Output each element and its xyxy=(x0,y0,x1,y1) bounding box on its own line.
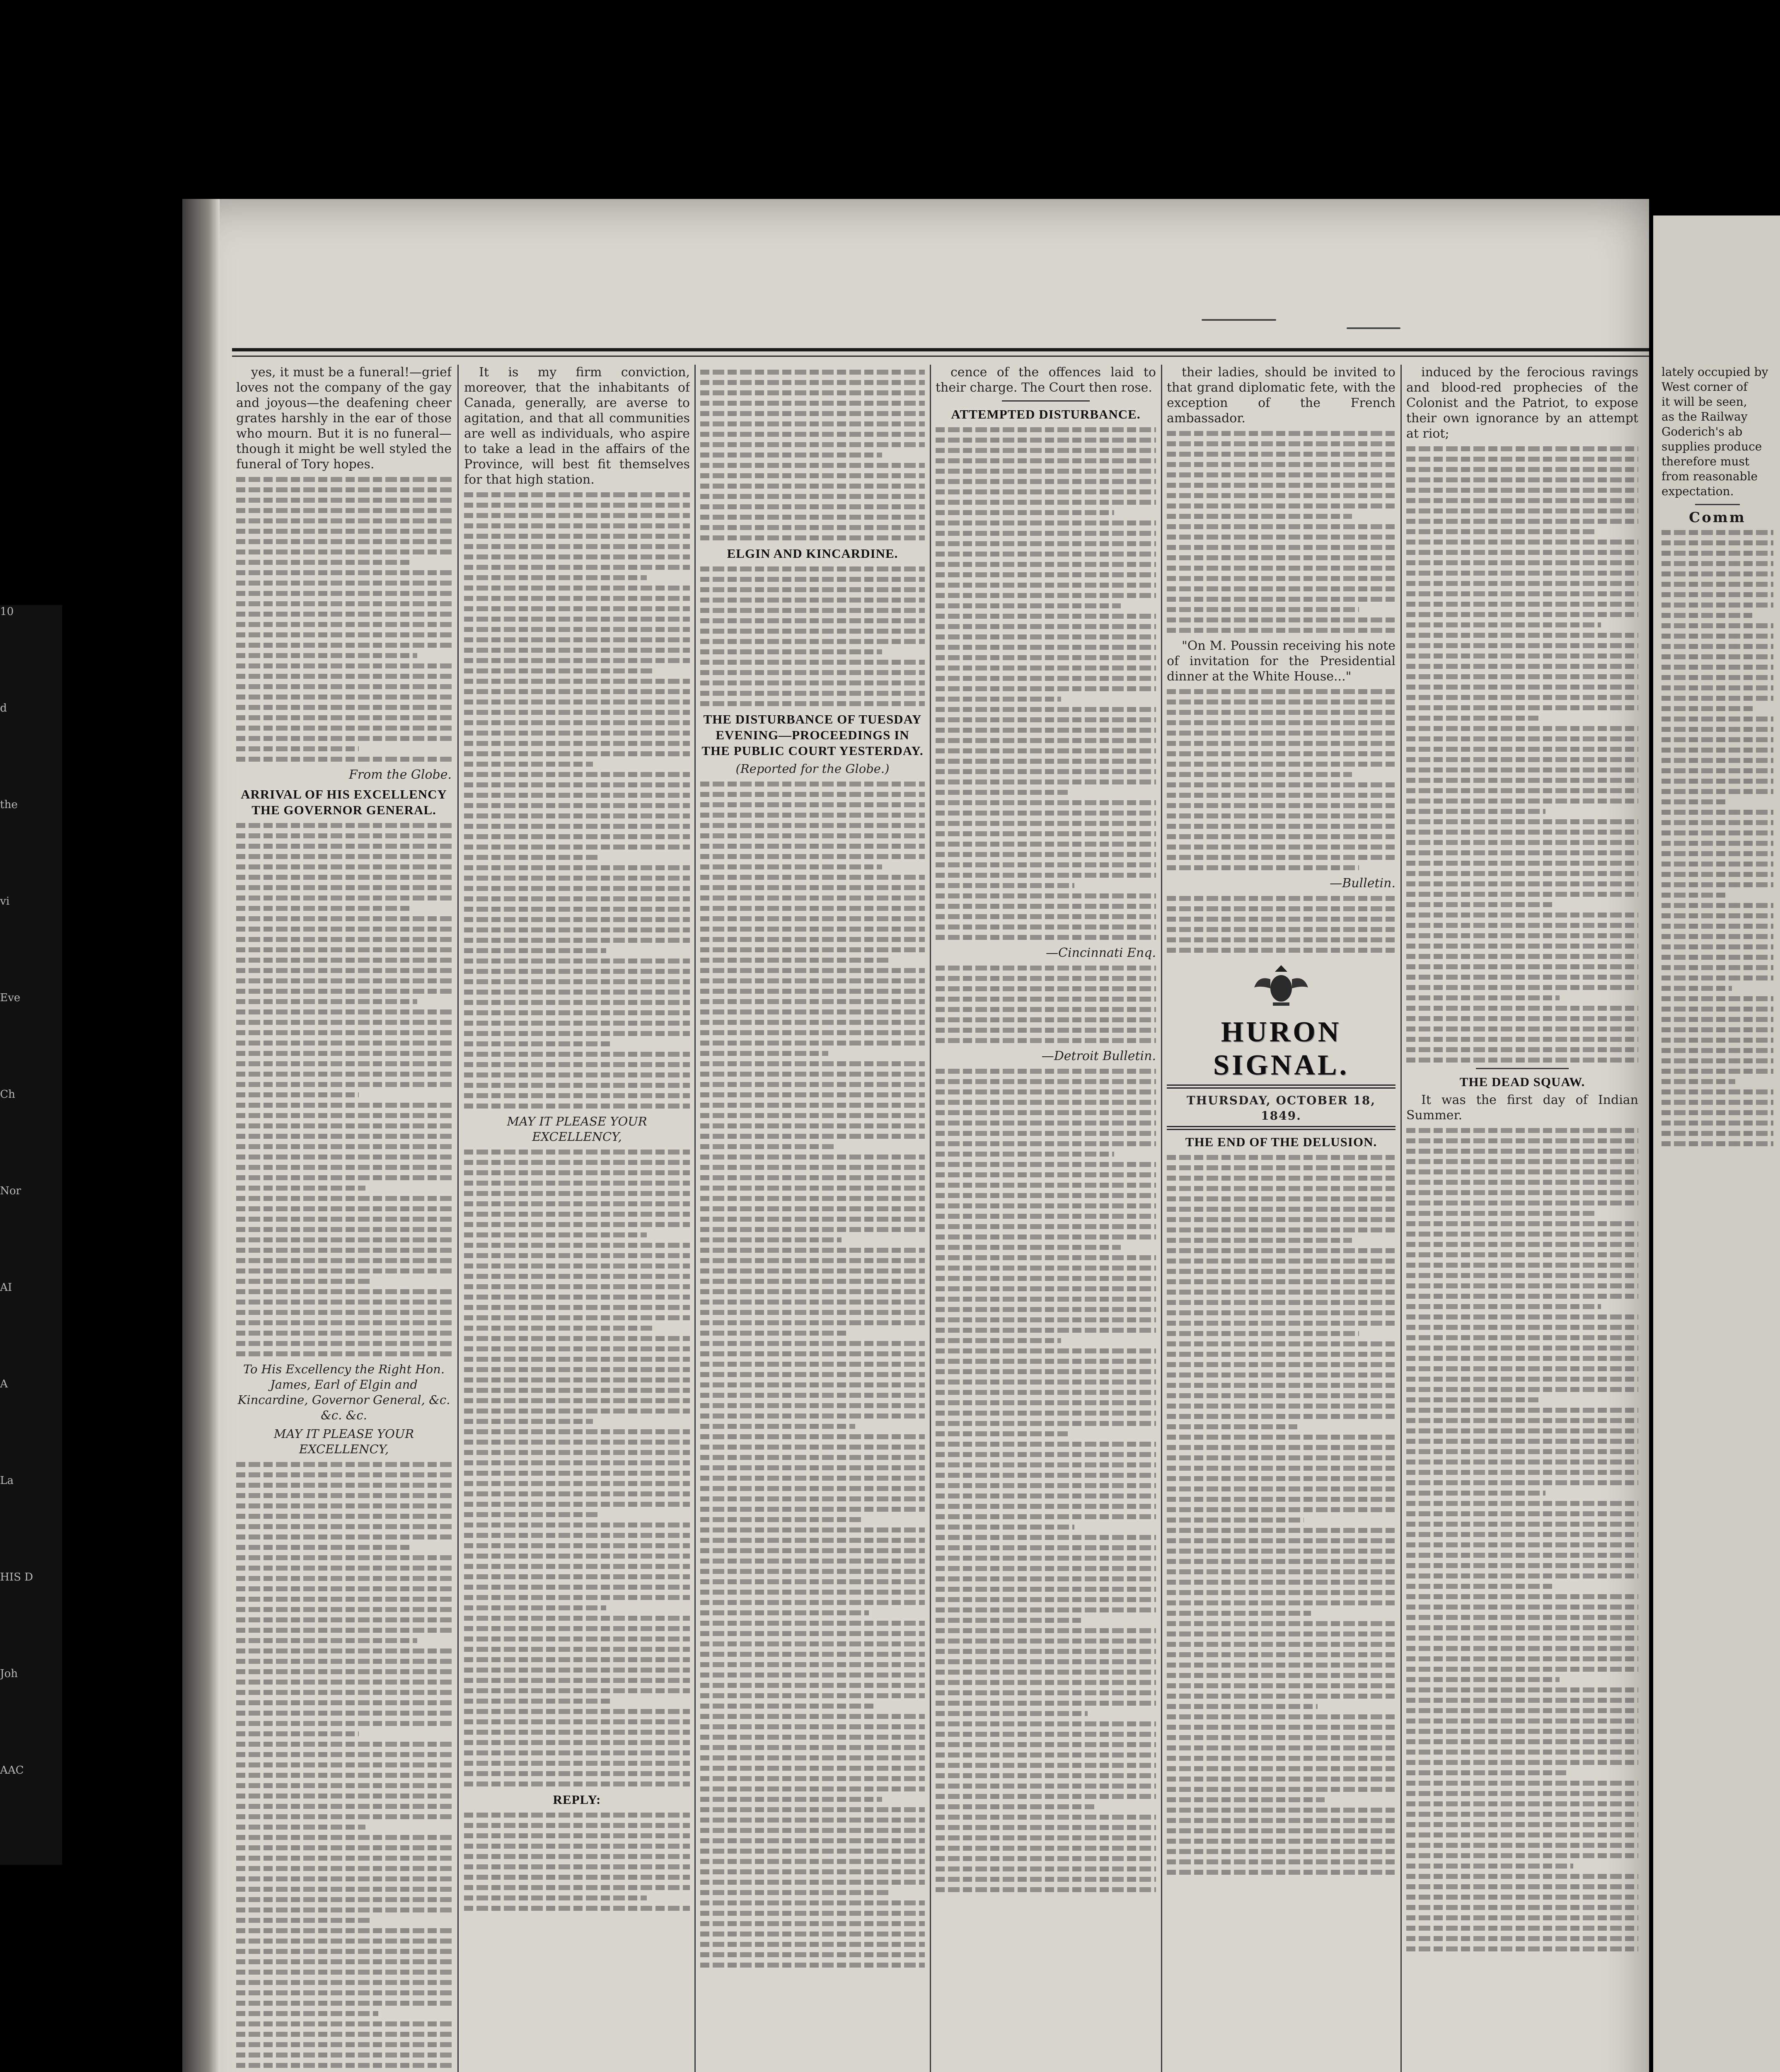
left-strip-fragment: the xyxy=(0,799,18,811)
col4-intro: cence of the offences laid to their charge. The Court then rose. xyxy=(936,365,1156,395)
col3-heading-disturbance: THE DISTURBANCE OF TUESDAY EVENING—PROCEEDINGS IN THE PUBLIC COURT YESTERDAY. xyxy=(701,712,924,758)
left-strip-fragment: d xyxy=(0,702,7,714)
text-filler xyxy=(1661,530,1773,1146)
text-filler xyxy=(1167,431,1395,633)
text-filler xyxy=(1167,896,1395,953)
col1-address-to: To His Excellency the Right Hon. James, Earl of Elgin and Kincardine, Governor General, &c. &c. &c. xyxy=(237,1362,450,1422)
col4-heading: ATTEMPTED DISTURBANCE. xyxy=(951,407,1141,421)
page-binding-shadow xyxy=(182,199,220,2072)
right-strip-line: supplies produce xyxy=(1661,440,1762,453)
text-filler xyxy=(700,782,925,1968)
right-strip-line: therefore must xyxy=(1661,455,1750,468)
royal-crest-icon xyxy=(1250,963,1312,1012)
column-3 xyxy=(700,365,925,2072)
adjacent-page-left xyxy=(0,605,62,1865)
column-2 xyxy=(464,365,690,2072)
left-strip-fragment: Ch xyxy=(0,1088,15,1101)
column-rule xyxy=(1161,365,1162,2072)
left-strip-fragment: HIS D xyxy=(0,1571,33,1583)
left-strip-fragment: vi xyxy=(0,895,10,908)
masthead-title: HURON SIGNAL. xyxy=(1213,1016,1349,1081)
right-strip-line: from reasonable xyxy=(1661,470,1758,483)
masthead-date: THURSDAY, OCTOBER 18, 1849. xyxy=(1186,1094,1376,1123)
left-strip-fragment: AAC xyxy=(0,1764,24,1777)
left-strip-fragment: AI xyxy=(0,1281,12,1294)
col1-intro: yes, it must be a funeral!—grief loves not the company of the gay and joyous—the deafening cheer grates harshly in the ear of those who mourn. But it is no funeral—though it might be well styled the funeral of Tory hopes. xyxy=(236,365,452,472)
left-strip-fragment: Eve xyxy=(0,992,21,1004)
text-filler xyxy=(1406,446,1638,1063)
col4-cite2: —Detroit Bulletin. xyxy=(1041,1049,1156,1063)
col3-reported: (Reported for the Globe.) xyxy=(735,762,890,776)
right-strip-line: as the Railway xyxy=(1661,410,1748,424)
text-filler xyxy=(1406,1128,1638,1951)
right-strip-line: expectation. xyxy=(1661,484,1734,498)
col6-heading-squaw: THE DEAD SQUAW. xyxy=(1459,1075,1585,1089)
handwritten-mark xyxy=(1202,319,1276,321)
col1-heading: ARRIVAL OF HIS EXCELLENCY THE GOVERNOR GENERAL. xyxy=(241,787,447,817)
left-strip-text xyxy=(0,605,62,1860)
text-filler xyxy=(236,477,452,762)
text-filler xyxy=(936,966,1156,1043)
col3-heading-elgin: ELGIN AND KINCARDINE. xyxy=(727,546,898,561)
right-strip-line: lately occupied by xyxy=(1661,365,1768,379)
text-filler xyxy=(464,1813,690,1911)
col5-intro: their ladies, should be invited to that grand diplomatic fete, with the exception of the French ambassador. xyxy=(1167,365,1395,426)
text-filler xyxy=(700,370,925,540)
col6-squaw-open: It was the first day of Indian Summer. xyxy=(1406,1093,1638,1123)
column-rule xyxy=(694,365,696,2072)
left-strip-fragment: A xyxy=(0,1378,8,1390)
column-5 xyxy=(1167,365,1395,2072)
col2-address-open: MAY IT PLEASE YOUR EXCELLENCY, xyxy=(507,1114,647,1144)
text-filler xyxy=(1167,689,1395,870)
column-4 xyxy=(936,365,1156,2072)
column-1 xyxy=(236,365,452,2072)
col4-cite: —Cincinnati Enq. xyxy=(1046,946,1156,960)
right-strip-lines xyxy=(1661,365,1773,499)
adjacent-page-right xyxy=(1653,215,1780,2072)
col6-intro: induced by the ferocious ravings and blood-red prophecies of the Colonist and the Patriot, to expose their own ignorance by an attempt at riot; xyxy=(1406,365,1638,441)
column-6 xyxy=(1406,365,1638,2072)
text-filler xyxy=(464,492,690,1109)
col5-cite: —Bulletin. xyxy=(1330,876,1395,891)
text-filler xyxy=(464,1150,690,1786)
left-strip-fragment: 10 xyxy=(0,605,14,618)
text-filler xyxy=(236,1462,452,2072)
text-filler xyxy=(236,823,452,1356)
right-strip-line: West corner of xyxy=(1661,380,1748,394)
col5-heading-end: THE END OF THE DELUSION. xyxy=(1185,1135,1377,1149)
text-filler xyxy=(936,427,1156,940)
left-strip-fragment: Nor xyxy=(0,1185,21,1197)
top-rule-thin xyxy=(232,356,1649,357)
handwritten-mark xyxy=(1347,327,1400,329)
text-filler xyxy=(700,566,925,706)
right-strip-column xyxy=(1661,365,1773,1152)
right-strip-line: Goderich's ab xyxy=(1661,425,1743,438)
top-rule xyxy=(232,348,1649,351)
column-rule xyxy=(930,365,931,2072)
masthead-block xyxy=(1167,963,1395,1130)
left-strip-fragment: La xyxy=(0,1474,14,1487)
col1-address-open: MAY IT PLEASE YOUR EXCELLENCY, xyxy=(273,1427,414,1456)
right-strip-heading: Comm xyxy=(1689,509,1746,526)
column-rule xyxy=(457,365,459,2072)
col2-reply-heading: REPLY: xyxy=(553,1792,601,1807)
text-filler xyxy=(936,1069,1156,1892)
right-strip-line: it will be seen, xyxy=(1661,395,1747,409)
col1-source: From the Globe. xyxy=(349,767,452,782)
column-rule xyxy=(1400,365,1402,2072)
text-filler xyxy=(1167,1155,1395,1875)
col2-intro: It is my firm conviction, moreover, that the inhabitants of Canada, generally, are averse to agitation, and that all communities are well as individuals, who aspire to take a lead in the affairs of the Province, will best fit themselves for that high station. xyxy=(464,365,690,487)
col5-quote: "On M. Poussin receiving his note of invitation for the Presidential dinner at the White House..." xyxy=(1167,639,1395,684)
left-strip-fragment: Joh xyxy=(0,1668,18,1680)
